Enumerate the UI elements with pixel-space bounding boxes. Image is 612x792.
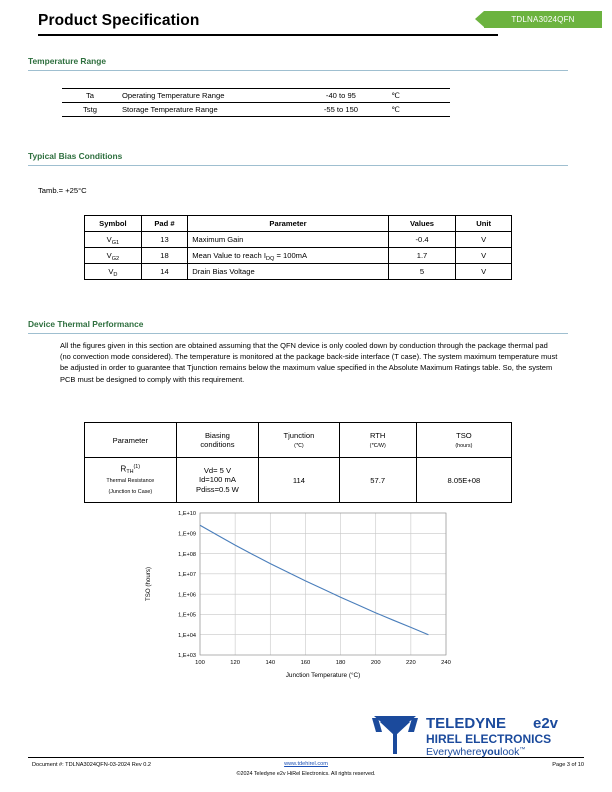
footer-website-link[interactable]: www.tdehirel.com: [284, 761, 328, 767]
thermal-parameter-cell: $R_{TH}^{(1)}$ Thermal Resistance (Junction to Case): [85, 458, 177, 503]
footer-page-number: Page 3 of 10: [552, 762, 584, 768]
svg-text:1,E+04: 1,E+04: [178, 632, 196, 639]
svg-text:120: 120: [230, 660, 240, 666]
bias-pad: 18: [141, 248, 187, 264]
thermal-rth-value: 57.7: [339, 458, 416, 503]
section-heading-bias-conditions: Typical Bias Conditions: [28, 151, 123, 161]
section-heading-device-thermal-performance: Device Thermal Performance: [28, 319, 144, 329]
column-header-unit: Unit: [456, 216, 512, 232]
section-rule-device-thermal-performance: [28, 333, 568, 334]
bias-value: 5: [388, 264, 455, 280]
table-row: [85, 248, 512, 264]
column-header-biasing-conditions: Biasing conditions: [176, 423, 259, 458]
logo-line1-accent: e2v: [533, 715, 559, 732]
table-header-row: [85, 423, 512, 458]
header-divider: [38, 34, 498, 36]
temp-symbol: Ta: [62, 89, 118, 103]
temp-symbol: Tstg: [62, 103, 118, 117]
thermal-performance-table: [84, 422, 512, 503]
temp-unit: ℃: [381, 103, 450, 117]
temperature-range-table: [62, 88, 450, 117]
svg-text:220: 220: [406, 660, 416, 666]
bias-unit: V: [456, 232, 512, 248]
bias-value: -0.4: [388, 232, 455, 248]
bias-symbol: $V_{G1}$: [85, 232, 142, 248]
column-header-parameter: Parameter: [85, 423, 177, 458]
column-header-values: Values: [388, 216, 455, 232]
logo-tagline: Everywhereyoulook™: [426, 746, 526, 758]
temp-value: -40 to 95: [300, 89, 381, 103]
thermal-description-paragraph: All the figures given in this section are obtained assuming that the QFN device is only cooled down by conduction through the package thermal pad (no convection mode considered). The temperature is monitored at the package back-side interface (T case). The system maximum temperature must be adjusted in order to guarantee that Tjunction remains below the maximum value specified in the Absolute Maximum Ratings table. So, the system PCB must be designed to comply with this requirement.: [60, 341, 558, 384]
table-header-row: [85, 216, 512, 232]
svg-text:1,E+03: 1,E+03: [178, 653, 196, 660]
column-header-tso: TSO (hours): [416, 423, 511, 458]
svg-text:1,E+06: 1,E+06: [178, 592, 196, 599]
svg-text:200: 200: [370, 660, 381, 666]
part-number-badge: TDLNA3024QFN: [484, 11, 602, 28]
thermal-biasing-cell: Vd= 5 V Id=100 mA Pdiss=0.5 W: [176, 458, 259, 503]
column-header-symbol: Symbol: [85, 216, 142, 232]
table-row: [62, 103, 450, 117]
footer-divider: [28, 757, 584, 758]
svg-text:160: 160: [300, 660, 311, 666]
svg-text:1,E+10: 1,E+10: [178, 511, 196, 518]
bias-conditions-table: [84, 215, 512, 280]
chart-svg: [138, 505, 468, 690]
bias-unit: V: [456, 248, 512, 264]
footer-document-id: Document #: TDLNA3024QFN-03-2024 Rev 0.2: [32, 762, 151, 768]
temp-unit: ℃: [381, 89, 450, 103]
bias-unit: V: [456, 264, 512, 280]
column-header-pad: Pad #: [141, 216, 187, 232]
svg-text:1,E+08: 1,E+08: [178, 551, 196, 558]
svg-text:Junction Temperature (°C): Junction Temperature (°C): [285, 672, 361, 679]
svg-text:100: 100: [195, 660, 205, 666]
svg-text:140: 140: [265, 660, 276, 666]
column-header-tjunction: Tjunction (℃): [259, 423, 339, 458]
bias-pad: 13: [141, 232, 187, 248]
bias-pad: 14: [141, 264, 187, 280]
temp-value: -55 to 150: [300, 103, 381, 117]
ambient-temperature-note: Tamb.= +25°C: [38, 186, 87, 195]
svg-text:1,E+05: 1,E+05: [178, 612, 196, 619]
bias-symbol: $V_{G2}$: [85, 248, 142, 264]
svg-text:TSO (hours): TSO (hours): [145, 566, 152, 602]
column-header-parameter: Parameter: [188, 216, 389, 232]
table-row: [62, 89, 450, 103]
temp-description: Storage Temperature Range: [118, 103, 300, 117]
page-title: Product Specification: [38, 12, 200, 29]
table-row: [85, 264, 512, 280]
svg-text:1,E+07: 1,E+07: [178, 572, 196, 579]
section-rule-temperature-range: [28, 70, 568, 71]
teledyne-mark-icon: [372, 716, 418, 754]
teledyne-e2v-logo: [370, 712, 595, 758]
bias-parameter: Mean Value to reach $I_{DQ} = 100mA$: [188, 248, 389, 264]
bias-parameter: Drain Bias Voltage: [188, 264, 389, 280]
page-header: [0, 8, 612, 38]
bias-symbol: $V_D$: [85, 264, 142, 280]
footer-copyright: ©2024 Teledyne e2v HiRel Electronics. All rights reserved.: [236, 771, 376, 777]
svg-text:180: 180: [335, 660, 346, 666]
svg-text:240: 240: [441, 660, 451, 666]
column-header-rth: RTH (℃/W): [339, 423, 416, 458]
table-row: [85, 458, 512, 503]
thermal-tso-value: 8.05E+08: [416, 458, 511, 503]
bias-parameter: Maximum Gain: [188, 232, 389, 248]
bias-value: 1.7: [388, 248, 455, 264]
section-heading-temperature-range: Temperature Range: [28, 56, 107, 66]
footer-url-wrap: [0, 761, 612, 767]
thermal-tjunction-value: 114: [259, 458, 339, 503]
svg-text:1,E+09: 1,E+09: [178, 531, 196, 538]
temp-description: Operating Temperature Range: [118, 89, 300, 103]
table-row: [85, 232, 512, 248]
tso-vs-junction-temperature-chart: [138, 505, 468, 690]
logo-line1: TELEDYNE: [426, 715, 507, 732]
section-rule-bias-conditions: [28, 165, 568, 166]
logo-line2: HIREL ELECTRONICS: [426, 732, 552, 746]
